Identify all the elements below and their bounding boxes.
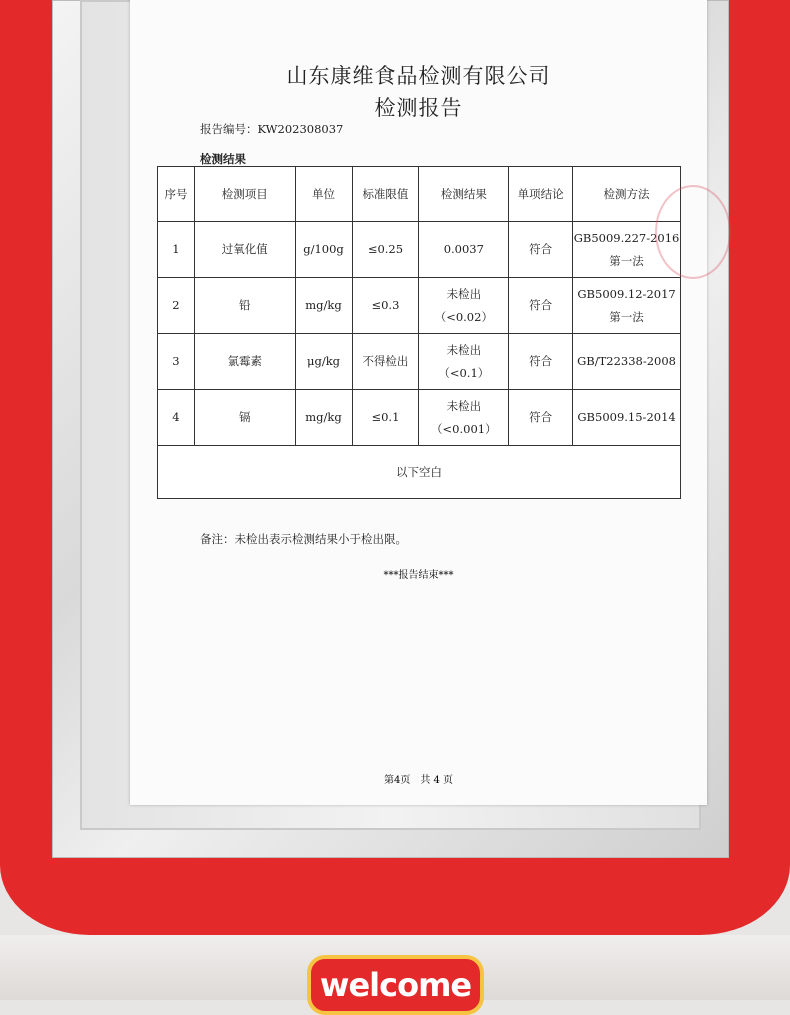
cell-no: 2 — [158, 278, 195, 334]
header-cell: 检测方法 — [573, 167, 681, 222]
report-paper — [130, 0, 707, 805]
seal-stamp — [655, 185, 731, 279]
results-table — [157, 166, 681, 499]
result-detection-limit: （<0.1） — [438, 365, 490, 380]
remark: 备注：未检出表示检测结果小于检出限。 — [200, 532, 407, 546]
cell-item: 镉 — [194, 390, 295, 446]
result-value: 未检出 — [446, 398, 482, 413]
frame-inner — [80, 0, 701, 830]
cell-conclusion: 符合 — [509, 390, 573, 446]
cell-conclusion: 符合 — [509, 278, 573, 334]
wood-frame — [52, 0, 729, 858]
report-number: 报告编号：KW202308037 — [200, 122, 344, 136]
header-cell: 检测结果 — [419, 167, 509, 222]
cell-limit: ≤0.1 — [352, 390, 419, 446]
method-sub: 第一法 — [609, 253, 644, 268]
company-name: 山东康维食品检测有限公司 — [286, 64, 551, 88]
header-cell: 标准限值 — [352, 167, 419, 222]
method-standard: GB5009.12-2017 — [577, 286, 676, 301]
cell-unit: mg/kg — [295, 390, 352, 446]
table-row — [158, 334, 681, 390]
result-value: 0.0037 — [443, 242, 484, 256]
cell-item: 铅 — [194, 278, 295, 334]
table-row — [158, 390, 681, 446]
cell-limit: 不得检出 — [352, 334, 419, 390]
result-value: 未检出 — [446, 342, 482, 357]
result-detection-limit: （<0.001） — [431, 421, 497, 436]
cell-unit: μg/kg — [295, 334, 352, 390]
header-cell: 单项结论 — [509, 167, 573, 222]
method-standard: GB5009.227-2016 — [573, 230, 680, 245]
cell-no: 1 — [158, 222, 195, 278]
cell-result — [419, 390, 509, 446]
cell-method: GB/T22338-2008 — [573, 334, 681, 390]
cell-item: 过氧化值 — [194, 222, 295, 278]
header-cell: 检测项目 — [194, 167, 295, 222]
report-end-mark: ***报告结束*** — [383, 570, 454, 581]
cell-limit: ≤0.3 — [352, 278, 419, 334]
cell-conclusion: 符合 — [509, 334, 573, 390]
cell-no: 3 — [158, 334, 195, 390]
cell-method — [573, 278, 681, 334]
cell-no: 4 — [158, 390, 195, 446]
result-value: 未检出 — [446, 286, 482, 301]
report-title: 检测报告 — [374, 96, 463, 120]
cell-result — [419, 334, 509, 390]
header-cell: 单位 — [295, 167, 352, 222]
table-row — [158, 278, 681, 334]
blank-note: 以下空白 — [158, 446, 681, 499]
cell-method: GB5009.15-2014 — [573, 390, 681, 446]
section-title: 检测结果 — [200, 152, 246, 166]
page-number: 第4页 共 4 页 — [383, 775, 454, 786]
cell-result — [419, 278, 509, 334]
cell-conclusion: 符合 — [509, 222, 573, 278]
cell-unit: g/100g — [295, 222, 352, 278]
table-header-row — [158, 167, 681, 222]
cell-item: 氯霉素 — [194, 334, 295, 390]
header-cell: 序号 — [158, 167, 195, 222]
welcome-logo: welcome — [307, 955, 484, 1015]
cell-limit: ≤0.25 — [352, 222, 419, 278]
table-row — [158, 222, 681, 278]
method-sub: 第一法 — [609, 309, 644, 324]
cell-unit: mg/kg — [295, 278, 352, 334]
result-detection-limit: （<0.02） — [434, 309, 493, 324]
blank-row — [158, 446, 681, 499]
cell-result — [419, 222, 509, 278]
